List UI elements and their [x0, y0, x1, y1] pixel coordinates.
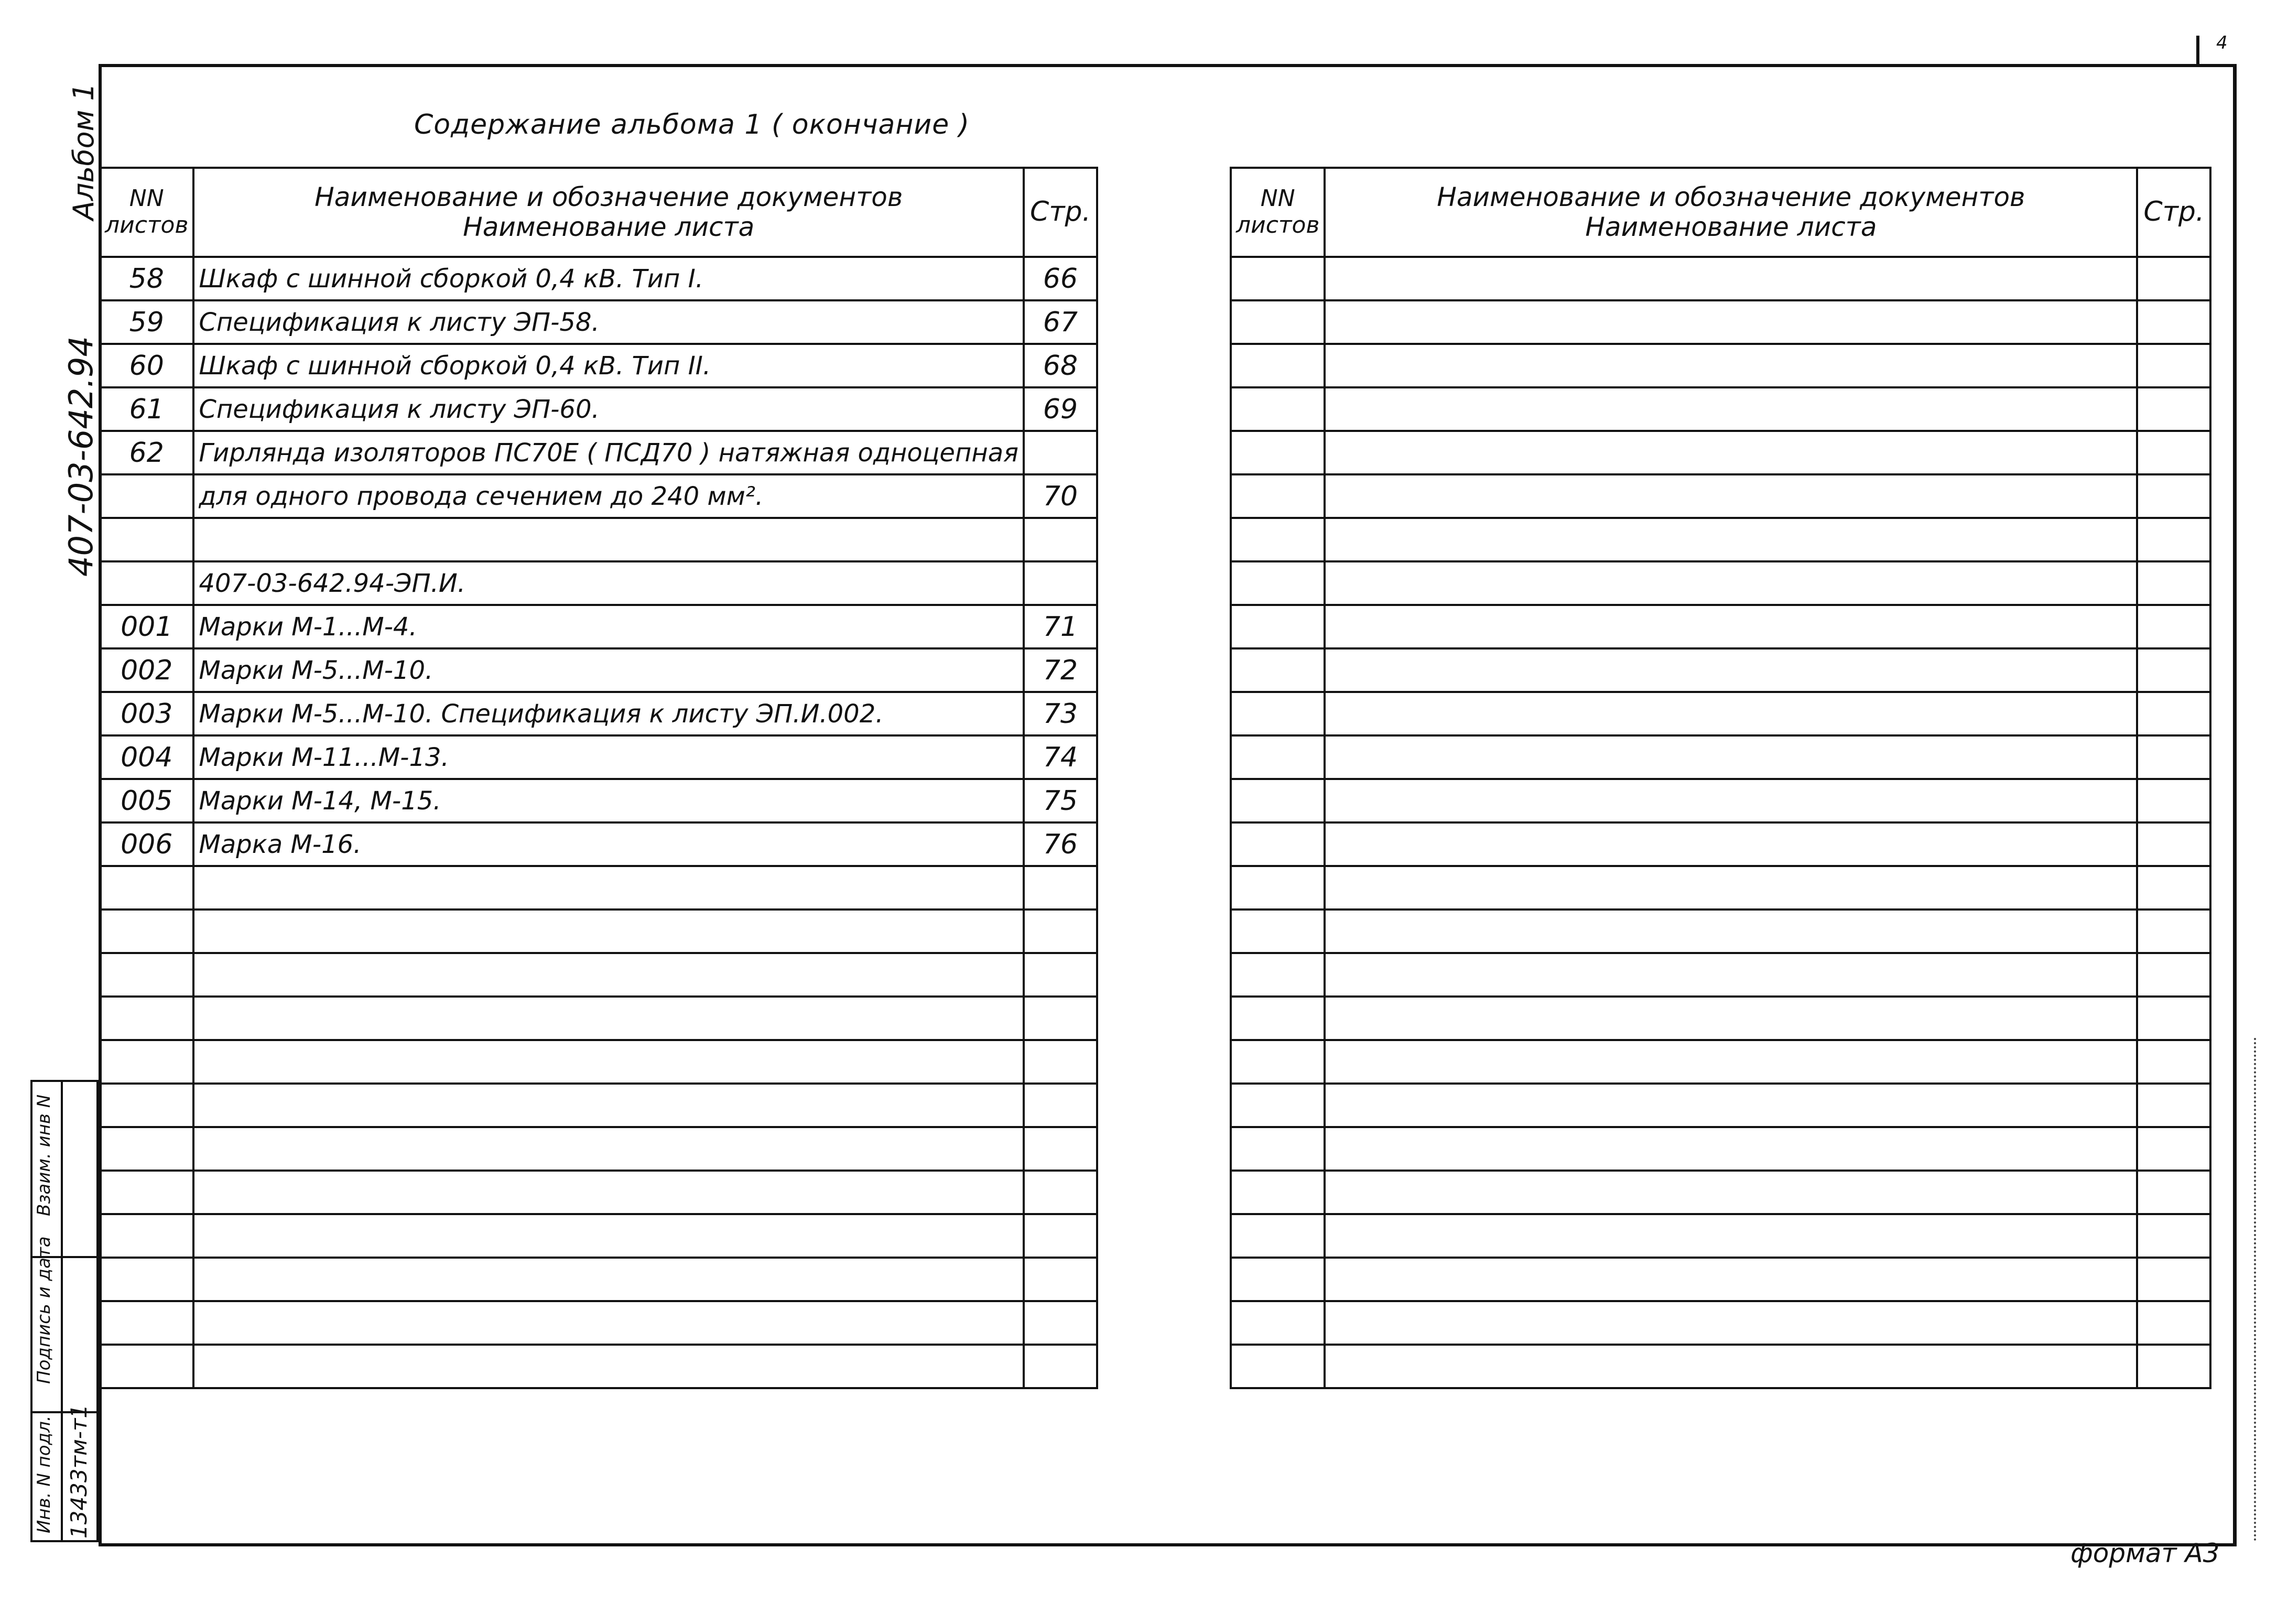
row-num	[1231, 648, 1325, 692]
row-page: 70	[1024, 474, 1097, 518]
row-name	[1325, 953, 2137, 997]
row-num	[1231, 518, 1325, 561]
header-name-line2: Наименование листа	[1585, 212, 1877, 242]
row-num	[1231, 953, 1325, 997]
row-name: Гирлянда изоляторов ПС70Е ( ПСД70 ) натяжная одноцепная	[193, 431, 1024, 474]
row-num: 002	[100, 648, 193, 692]
row-num	[1231, 735, 1325, 779]
row-num	[1231, 605, 1325, 648]
row-name	[1325, 1171, 2137, 1214]
table-row	[100, 997, 1097, 1040]
table-row	[1231, 1214, 2210, 1258]
row-num	[1231, 387, 1325, 431]
row-page	[1024, 1040, 1097, 1084]
table-row	[1231, 1345, 2210, 1388]
header-name	[1325, 168, 2137, 257]
table-row	[1231, 387, 2210, 431]
table-row	[1231, 344, 2210, 387]
table-row	[1231, 300, 2210, 344]
row-num: 004	[100, 735, 193, 779]
row-page	[2137, 997, 2210, 1040]
row-num	[1231, 1084, 1325, 1127]
row-name	[1325, 1127, 2137, 1171]
sheet-number: 4	[2216, 33, 2228, 53]
table-row	[1231, 910, 2210, 953]
row-page: 74	[1024, 735, 1097, 779]
row-name	[193, 1214, 1024, 1258]
row-page: 67	[1024, 300, 1097, 344]
row-num	[1231, 561, 1325, 605]
table-row	[100, 822, 1097, 866]
row-page	[2137, 1171, 2210, 1214]
table-row	[100, 1127, 1097, 1171]
row-name	[1325, 344, 2137, 387]
table-row	[1231, 1171, 2210, 1214]
header-num-line2: листов	[105, 212, 189, 239]
row-name	[1325, 1040, 2137, 1084]
table-row	[100, 344, 1097, 387]
row-name	[1325, 474, 2137, 518]
table-row	[100, 561, 1097, 605]
row-num: 006	[100, 822, 193, 866]
row-page	[1024, 561, 1097, 605]
contents-table-right	[1230, 167, 2211, 1389]
row-num: 61	[100, 387, 193, 431]
row-page	[2137, 1214, 2210, 1258]
stamp-inv-label: Инв. N подл.	[34, 1415, 55, 1533]
table-row	[100, 1040, 1097, 1084]
row-page	[1024, 518, 1097, 561]
header-page: Стр.	[2137, 168, 2210, 257]
table-row	[100, 866, 1097, 910]
row-name	[1325, 866, 2137, 910]
table-row	[100, 257, 1097, 300]
row-page	[1024, 1171, 1097, 1214]
row-num	[100, 1301, 193, 1345]
row-name	[1325, 692, 2137, 735]
row-num	[100, 1040, 193, 1084]
row-page	[2137, 387, 2210, 431]
row-name	[1325, 997, 2137, 1040]
row-name	[193, 518, 1024, 561]
row-num: 003	[100, 692, 193, 735]
side-code-label: 407-03-642.94	[62, 336, 100, 577]
table-row	[100, 779, 1097, 822]
row-num	[1231, 1127, 1325, 1171]
row-page: 75	[1024, 779, 1097, 822]
table-row	[1231, 257, 2210, 300]
row-page: 72	[1024, 648, 1097, 692]
table-row	[100, 474, 1097, 518]
table-row	[100, 1214, 1097, 1258]
row-num	[1231, 431, 1325, 474]
row-num	[1231, 1258, 1325, 1301]
table-row	[1231, 605, 2210, 648]
row-name	[1325, 300, 2137, 344]
table-header-row	[1231, 168, 2210, 257]
row-name	[1325, 518, 2137, 561]
document-title: Содержание альбома 1 ( окончание )	[414, 109, 970, 140]
header-num	[1231, 168, 1325, 257]
table-row	[1231, 1301, 2210, 1345]
table-row	[100, 300, 1097, 344]
row-num	[1231, 1040, 1325, 1084]
header-name-line1: Наименование и обозначение документов	[315, 181, 903, 212]
table-row	[100, 1084, 1097, 1127]
stamp-divider	[61, 1080, 63, 1542]
row-page	[1024, 997, 1097, 1040]
row-page	[2137, 344, 2210, 387]
row-page	[2137, 648, 2210, 692]
side-album-label: Альбом 1	[67, 83, 100, 220]
table-row	[100, 518, 1097, 561]
row-num: 005	[100, 779, 193, 822]
row-name: Марки М-11...М-13.	[193, 735, 1024, 779]
row-num	[100, 1127, 193, 1171]
table-row	[1231, 779, 2210, 822]
row-page	[1024, 910, 1097, 953]
row-num	[100, 953, 193, 997]
row-name: Марки М-14, М-15.	[193, 779, 1024, 822]
row-page	[2137, 605, 2210, 648]
row-page	[2137, 692, 2210, 735]
row-page	[1024, 431, 1097, 474]
row-num	[100, 1084, 193, 1127]
row-name	[1325, 648, 2137, 692]
header-page: Стр.	[1024, 168, 1097, 257]
table-row	[100, 605, 1097, 648]
header-num	[100, 168, 193, 257]
row-name: Спецификация к листу ЭП-60.	[193, 387, 1024, 431]
row-num: 58	[100, 257, 193, 300]
row-page	[2137, 1127, 2210, 1171]
row-page	[1024, 1214, 1097, 1258]
row-page: 66	[1024, 257, 1097, 300]
row-num	[100, 1345, 193, 1388]
row-page	[2137, 779, 2210, 822]
row-page	[2137, 953, 2210, 997]
row-name: Шкаф с шинной сборкой 0,4 кВ. Тип I.	[193, 257, 1024, 300]
table-row	[100, 387, 1097, 431]
format-label: формат А3	[2070, 1538, 2220, 1568]
row-name	[193, 1084, 1024, 1127]
row-page	[1024, 1345, 1097, 1388]
table-row	[1231, 692, 2210, 735]
row-page	[1024, 1084, 1097, 1127]
row-num	[100, 561, 193, 605]
row-num	[1231, 474, 1325, 518]
row-name	[1325, 1258, 2137, 1301]
row-name	[1325, 1345, 2137, 1388]
row-name	[193, 1258, 1024, 1301]
table-row	[1231, 822, 2210, 866]
row-name	[1325, 1301, 2137, 1345]
table-row	[1231, 518, 2210, 561]
stamp-inv-value: 13433тм-т1	[66, 1404, 92, 1539]
table-row	[100, 1301, 1097, 1345]
row-name	[1325, 561, 2137, 605]
row-page	[2137, 561, 2210, 605]
row-page	[1024, 953, 1097, 997]
row-name	[193, 1040, 1024, 1084]
row-name	[193, 1345, 1024, 1388]
table-row	[100, 910, 1097, 953]
row-name: Шкаф с шинной сборкой 0,4 кВ. Тип II.	[193, 344, 1024, 387]
row-name	[193, 1127, 1024, 1171]
table-row	[1231, 1040, 2210, 1084]
table-row	[1231, 953, 2210, 997]
table-row	[1231, 997, 2210, 1040]
table-row	[100, 1171, 1097, 1214]
row-name	[1325, 387, 2137, 431]
table-row	[100, 1258, 1097, 1301]
row-num	[100, 1258, 193, 1301]
row-name	[193, 953, 1024, 997]
row-num	[1231, 300, 1325, 344]
row-name	[1325, 257, 2137, 300]
row-name	[1325, 1084, 2137, 1127]
table-row	[100, 735, 1097, 779]
row-num	[1231, 866, 1325, 910]
contents-table-left	[99, 167, 1098, 1389]
row-num	[1231, 1345, 1325, 1388]
row-page	[2137, 1040, 2210, 1084]
row-page: 68	[1024, 344, 1097, 387]
row-num	[100, 997, 193, 1040]
row-num	[1231, 910, 1325, 953]
row-page	[1024, 1258, 1097, 1301]
row-name	[1325, 1214, 2137, 1258]
row-num	[1231, 257, 1325, 300]
row-num	[1231, 344, 1325, 387]
row-num	[1231, 1214, 1325, 1258]
row-name: Марки М-5...М-10. Спецификация к листу ЭП.И.002.	[193, 692, 1024, 735]
row-page	[2137, 1084, 2210, 1127]
header-num-line1: NN	[1260, 185, 1295, 212]
header-num-line1: NN	[129, 185, 164, 212]
row-name: Марки М-1...М-4.	[193, 605, 1024, 648]
row-name	[193, 866, 1024, 910]
row-num: 62	[100, 431, 193, 474]
table-row	[1231, 561, 2210, 605]
row-page	[2137, 474, 2210, 518]
row-name	[1325, 910, 2137, 953]
stamp-podpis-label: Подпись и дата	[34, 1236, 55, 1384]
row-num	[100, 518, 193, 561]
table-row	[100, 648, 1097, 692]
row-page	[2137, 257, 2210, 300]
row-page	[2137, 300, 2210, 344]
header-num-line2: листов	[1236, 212, 1320, 239]
row-name: 407-03-642.94-ЭП.И.	[193, 561, 1024, 605]
table-header-row	[100, 168, 1097, 257]
row-page	[1024, 1127, 1097, 1171]
row-page	[2137, 1345, 2210, 1388]
header-name-line2: Наименование листа	[463, 212, 755, 242]
table-row	[1231, 648, 2210, 692]
row-name	[193, 910, 1024, 953]
row-name	[193, 1171, 1024, 1214]
row-page	[2137, 910, 2210, 953]
row-num	[100, 1171, 193, 1214]
row-page	[1024, 1301, 1097, 1345]
row-num	[1231, 1171, 1325, 1214]
table-row	[1231, 1127, 2210, 1171]
row-num	[1231, 779, 1325, 822]
row-page: 69	[1024, 387, 1097, 431]
table-row	[1231, 431, 2210, 474]
header-name	[193, 168, 1024, 257]
row-num	[1231, 822, 1325, 866]
row-page	[2137, 431, 2210, 474]
row-name	[1325, 431, 2137, 474]
table-row	[1231, 1084, 2210, 1127]
row-num	[1231, 692, 1325, 735]
row-num: 60	[100, 344, 193, 387]
stamp-vzam-label: Взаим. инв N	[34, 1094, 55, 1216]
row-name	[1325, 735, 2137, 779]
row-page: 71	[1024, 605, 1097, 648]
row-page: 73	[1024, 692, 1097, 735]
table-row	[100, 431, 1097, 474]
row-num: 001	[100, 605, 193, 648]
table-row	[100, 1345, 1097, 1388]
row-name	[193, 1301, 1024, 1345]
row-name	[1325, 822, 2137, 866]
row-page	[2137, 822, 2210, 866]
row-name: Спецификация к листу ЭП-58.	[193, 300, 1024, 344]
row-num: 59	[100, 300, 193, 344]
table-row	[100, 953, 1097, 997]
row-num	[1231, 997, 1325, 1040]
row-page	[2137, 735, 2210, 779]
row-page	[2137, 866, 2210, 910]
row-name	[1325, 605, 2137, 648]
row-page	[2137, 518, 2210, 561]
row-num	[100, 474, 193, 518]
row-num	[100, 910, 193, 953]
table-row	[1231, 735, 2210, 779]
table-row	[1231, 866, 2210, 910]
cut-line	[2254, 1038, 2256, 1541]
row-name: Марки М-5...М-10.	[193, 648, 1024, 692]
table-row	[1231, 1258, 2210, 1301]
corner-tick	[2196, 36, 2199, 67]
row-num	[1231, 1301, 1325, 1345]
row-name: для одного провода сечением до 240 мм².	[193, 474, 1024, 518]
row-page	[2137, 1301, 2210, 1345]
header-name-line1: Наименование и обозначение документов	[1437, 181, 2025, 212]
row-num	[100, 866, 193, 910]
row-page	[1024, 866, 1097, 910]
table-row	[1231, 474, 2210, 518]
row-page: 76	[1024, 822, 1097, 866]
row-name	[1325, 779, 2137, 822]
table-row	[100, 692, 1097, 735]
row-page	[2137, 1258, 2210, 1301]
row-num	[100, 1214, 193, 1258]
row-name	[193, 997, 1024, 1040]
row-name: Марка М-16.	[193, 822, 1024, 866]
